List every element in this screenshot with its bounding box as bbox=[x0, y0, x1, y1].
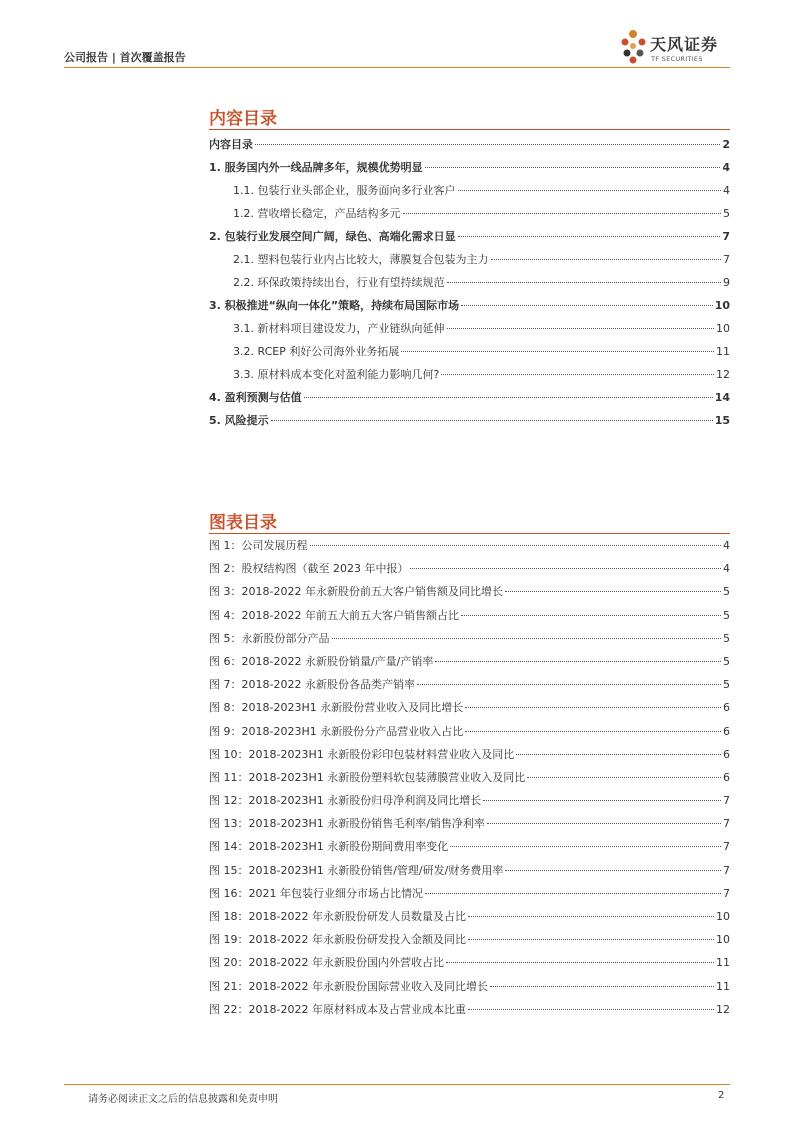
figure-entry[interactable] bbox=[209, 885, 730, 908]
figure-entry-label: 图 19：2018-2022 年永新股份研发投入金额及同比 bbox=[209, 933, 466, 947]
table-of-contents bbox=[209, 136, 730, 435]
dot-leader bbox=[304, 397, 713, 398]
toc-entry-label: 2.2. 环保政策持续出台，行业有望持续规范 bbox=[233, 276, 445, 289]
figure-entry[interactable] bbox=[209, 838, 730, 861]
toc-entry-label: 内容目录 bbox=[209, 138, 253, 151]
figure-entry-page: 6 bbox=[723, 770, 730, 784]
figure-entry[interactable] bbox=[209, 931, 730, 954]
toc-entry[interactable] bbox=[209, 389, 730, 412]
figure-entry-label: 图 4：2018-2022 年前五大前五大客户销售额占比 bbox=[209, 608, 459, 622]
toc-entry[interactable] bbox=[209, 343, 730, 366]
footer-disclaimer: 请务必阅读正文之后的信息披露和免责申明 bbox=[88, 1094, 278, 1105]
dot-leader bbox=[271, 420, 713, 421]
figure-entry-label: 图 22：2018-2022 年原材料成本及占营业成本比重 bbox=[209, 1002, 466, 1016]
figure-entry-label: 图 12：2018-2023H1 永新股份归母净利润及同比增长 bbox=[209, 794, 482, 808]
figure-entry-page: 10 bbox=[716, 910, 730, 923]
figure-entry-page: 12 bbox=[716, 1002, 730, 1016]
toc-entry-label: 3.2. RCEP 利好公司海外业务拓展 bbox=[233, 345, 400, 358]
toc-title-divider bbox=[209, 129, 730, 130]
figure-entry[interactable] bbox=[209, 723, 730, 746]
dot-leader bbox=[465, 707, 721, 708]
logo-text-cn: 天风证券 bbox=[650, 35, 719, 54]
figure-entry-label: 图 5：永新股份部分产品 bbox=[209, 631, 330, 645]
report-type-label: 公司报告 | 首次覆盖报告 bbox=[64, 51, 186, 64]
figure-entry[interactable] bbox=[209, 862, 730, 885]
figure-entry[interactable] bbox=[209, 1001, 730, 1024]
figure-entry-page: 7 bbox=[723, 794, 730, 808]
figures-title-divider bbox=[209, 533, 730, 534]
dot-leader bbox=[410, 568, 721, 569]
header-divider bbox=[64, 67, 730, 68]
figure-entry[interactable] bbox=[209, 978, 730, 1001]
figure-entry[interactable] bbox=[209, 560, 730, 583]
dot-leader bbox=[468, 939, 714, 940]
company-logo bbox=[620, 26, 740, 70]
dot-leader bbox=[447, 328, 715, 329]
dot-leader bbox=[458, 236, 721, 237]
dot-leader bbox=[401, 351, 714, 352]
dot-leader bbox=[461, 615, 721, 616]
dot-leader bbox=[450, 846, 721, 847]
figure-entry[interactable] bbox=[209, 954, 730, 977]
dot-leader bbox=[505, 870, 721, 871]
figure-entry-label: 图 13：2018-2023H1 永新股份销售毛利率/销售净利率 bbox=[209, 817, 485, 831]
figure-entry[interactable] bbox=[209, 792, 730, 815]
figure-entry-label: 图 6：2018-2022 永新股份销量/产量/产销率 bbox=[209, 654, 434, 668]
figure-entry-page: 6 bbox=[723, 701, 730, 715]
toc-entry-page: 4 bbox=[723, 184, 730, 197]
figure-entry-label: 图 18：2018-2022 年永新股份研发人员数量及占比 bbox=[209, 910, 466, 923]
figure-entry-page: 4 bbox=[723, 562, 730, 576]
dot-leader bbox=[435, 661, 721, 662]
toc-entry-label: 2. 包装行业发展空间广阔，绿色、高端化需求日显 bbox=[209, 230, 456, 243]
toc-title: 内容目录 bbox=[209, 109, 277, 129]
toc-entry-page: 10 bbox=[714, 299, 730, 312]
toc-entry-label: 1.2. 营收增长稳定，产品结构多元 bbox=[233, 207, 401, 220]
toc-entry[interactable] bbox=[209, 205, 730, 228]
dot-leader bbox=[465, 731, 721, 732]
dot-leader bbox=[446, 962, 714, 963]
figure-entry-label: 图 16：2021 年包装行业细分市场占比情况 bbox=[209, 886, 423, 900]
dot-leader bbox=[527, 777, 721, 778]
figure-entry[interactable] bbox=[209, 537, 730, 560]
figure-entry-label: 图 7：2018-2022 永新股份各品类产销率 bbox=[209, 678, 415, 692]
figure-entry-page: 5 bbox=[723, 631, 730, 645]
toc-entry-page: 10 bbox=[716, 322, 730, 335]
toc-entry-page: 9 bbox=[723, 276, 730, 289]
toc-entry-page: 11 bbox=[716, 345, 730, 358]
figure-entry[interactable] bbox=[209, 769, 730, 792]
figure-entry-label: 图 8：2018-2023H1 永新股份营业收入及同比增长 bbox=[209, 701, 464, 715]
figure-entry-page: 5 bbox=[723, 585, 730, 599]
toc-entry-page: 7 bbox=[723, 253, 730, 266]
dot-leader bbox=[417, 684, 721, 685]
figure-entry-label: 图 11：2018-2023H1 永新股份塑料软包装薄膜营业收入及同比 bbox=[209, 770, 526, 784]
figure-entry-page: 5 bbox=[723, 654, 730, 668]
toc-entry-page: 2 bbox=[722, 138, 730, 151]
figure-entry[interactable] bbox=[209, 746, 730, 769]
toc-entry-label: 4. 盈利预测与估值 bbox=[209, 391, 302, 404]
figure-entry-page: 7 bbox=[723, 840, 730, 854]
dot-leader bbox=[458, 190, 722, 191]
toc-entry-label: 2.1. 塑料包装行业内占比较大，薄膜复合包装为主力 bbox=[233, 253, 489, 266]
toc-entry-page: 4 bbox=[722, 161, 730, 174]
dot-leader bbox=[516, 754, 721, 755]
toc-entry-label: 1.1. 包装行业头部企业，服务面向多行业客户 bbox=[233, 184, 456, 197]
figure-entry-label: 图 10：2018-2023H1 永新股份彩印包装材料营业收入及同比 bbox=[209, 747, 515, 761]
figure-entry-page: 11 bbox=[716, 979, 730, 993]
toc-entry[interactable] bbox=[209, 274, 730, 297]
figure-entry[interactable] bbox=[209, 630, 730, 653]
dot-leader bbox=[491, 259, 722, 260]
toc-entry[interactable] bbox=[209, 136, 730, 159]
dot-leader bbox=[310, 545, 722, 546]
toc-entry[interactable] bbox=[209, 182, 730, 205]
figure-entry-page: 11 bbox=[716, 956, 730, 970]
figure-entry-page: 6 bbox=[723, 747, 730, 761]
figure-entry[interactable] bbox=[209, 583, 730, 606]
figure-entry-page: 7 bbox=[723, 886, 730, 900]
dot-leader bbox=[468, 916, 714, 917]
toc-entry-page: 14 bbox=[714, 391, 730, 404]
figure-entry-page: 4 bbox=[723, 539, 730, 552]
figure-entry-label: 图 21：2018-2022 年永新股份国际营业收入及同比增长 bbox=[209, 979, 488, 993]
figure-entry[interactable] bbox=[209, 908, 730, 931]
figures-title: 图表目录 bbox=[209, 513, 277, 533]
dot-leader bbox=[487, 823, 721, 824]
toc-entry-label: 3.3. 原材料成本变化对盈利能力影响几何? bbox=[233, 368, 440, 381]
toc-entry-page: 12 bbox=[716, 368, 730, 381]
figure-entry-label: 图 15：2018-2023H1 永新股份销售/管理/研发/财务费用率 bbox=[209, 863, 504, 877]
dot-leader bbox=[332, 638, 722, 639]
figure-entry-page: 10 bbox=[716, 933, 730, 947]
figure-entry[interactable] bbox=[209, 607, 730, 630]
figure-entry-label: 图 14：2018-2023H1 永新股份期间费用率变化 bbox=[209, 840, 449, 854]
figure-entry-label: 图 9：2018-2023H1 永新股份分产品营业收入占比 bbox=[209, 724, 464, 738]
toc-entry[interactable] bbox=[209, 297, 730, 320]
logo-text-en: TF SECURITIES bbox=[651, 55, 703, 63]
figure-entry[interactable] bbox=[209, 676, 730, 699]
figure-entry-label: 图 20：2018-2022 年永新股份国内外营收占比 bbox=[209, 956, 444, 970]
dot-leader bbox=[483, 800, 721, 801]
toc-entry[interactable] bbox=[209, 159, 730, 182]
dot-leader bbox=[255, 144, 720, 145]
toc-entry[interactable] bbox=[209, 320, 730, 343]
dot-leader bbox=[441, 374, 714, 375]
toc-entry-label: 3.1. 新材料项目建设发力，产业链纵向延伸 bbox=[233, 322, 445, 335]
toc-entry-label: 3. 积极推进“纵向一体化”策略，持续布局国际市场 bbox=[209, 299, 460, 312]
figure-entry-label: 图 3：2018-2022 年永新股份前五大客户销售额及同比增长 bbox=[209, 585, 503, 599]
dot-leader bbox=[461, 305, 713, 306]
toc-entry[interactable] bbox=[209, 412, 730, 435]
toc-entry-label: 1. 服务国内外一线品牌多年，规模优势明显 bbox=[209, 161, 423, 174]
figure-entry[interactable] bbox=[209, 699, 730, 722]
figure-entry-page: 5 bbox=[723, 678, 730, 692]
dot-leader bbox=[425, 167, 721, 168]
footer-divider bbox=[64, 1084, 730, 1085]
dot-leader bbox=[403, 213, 722, 214]
list-of-figures bbox=[209, 537, 730, 1024]
figure-entry-label: 图 2：股权结构图（截至 2023 年中报） bbox=[209, 562, 409, 576]
toc-entry-label: 5. 风险提示 bbox=[209, 414, 269, 427]
toc-entry-page: 5 bbox=[723, 207, 730, 220]
dot-leader bbox=[505, 591, 721, 592]
dot-leader bbox=[447, 282, 722, 283]
figure-entry-page: 5 bbox=[723, 608, 730, 622]
toc-entry[interactable] bbox=[209, 366, 730, 389]
toc-entry[interactable] bbox=[209, 228, 730, 251]
figure-entry-page: 6 bbox=[723, 724, 730, 738]
toc-entry[interactable] bbox=[209, 251, 730, 274]
dot-leader bbox=[468, 1009, 714, 1010]
figure-entry[interactable] bbox=[209, 653, 730, 676]
dot-leader bbox=[425, 893, 721, 894]
figure-entry-page: 7 bbox=[723, 863, 730, 877]
toc-entry-page: 15 bbox=[714, 414, 730, 427]
dot-leader bbox=[490, 986, 714, 987]
toc-entry-page: 7 bbox=[722, 230, 730, 243]
figure-entry[interactable] bbox=[209, 815, 730, 838]
logo-icon bbox=[620, 26, 650, 70]
figure-entry-page: 7 bbox=[723, 817, 730, 831]
page-number: 2 bbox=[718, 1090, 725, 1101]
figure-entry-label: 图 1：公司发展历程 bbox=[209, 539, 308, 552]
